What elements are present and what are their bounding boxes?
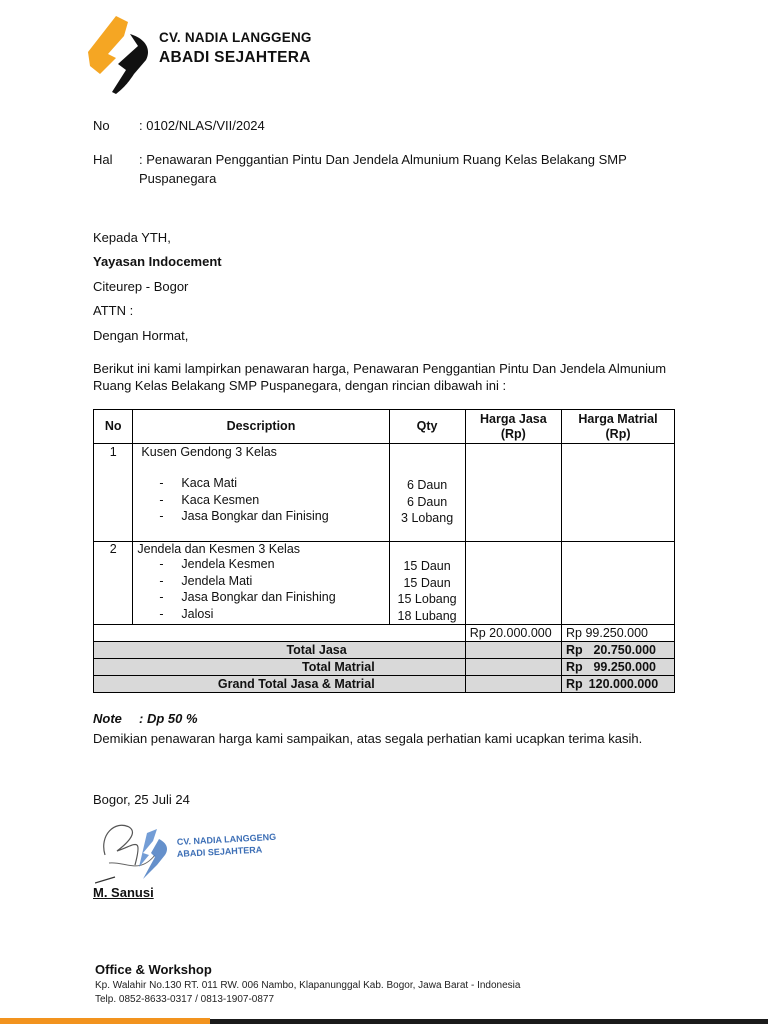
item-title: Jendela dan Kesmen 3 Kelas [137,542,301,556]
item-harga-jasa [465,542,561,625]
intro-paragraph: Berikut ini kami lampirkan penawaran harga, Penawaran Penggantian Pintu Dan Jendela Almunium Ruang Kelas Belakang SMP Puspanegara, dengan rincian dibawah ini : [93,361,667,393]
note-label: Note [93,711,122,726]
note-value: : Dp 50 % [139,711,198,726]
footer-phone: Telp. 0852-8633-0317 / 0813-1907-0877 [95,994,275,1005]
header-harga-matrial-unit: (Rp) [605,426,631,441]
item-harga-matrial [562,444,675,542]
no-label: No [93,118,110,133]
footer-orange-bar [0,1018,210,1024]
recipient-city: Citeurep - Bogor [93,279,189,294]
dash: - [159,492,164,507]
subtotal-matrial: Rp 99.250.000 [562,625,675,642]
hal-label: Hal [93,152,113,167]
header-harga-matrial-label: Harga Matrial [578,411,658,426]
grand-total-label: Grand Total Jasa & Matrial [94,676,466,693]
recipient-name: Yayasan Indocement [93,254,222,269]
header-harga-matrial [562,410,675,444]
no-value: : 0102/NLAS/VII/2024 [139,118,265,133]
recipient-kepada: Kepada YTH, [93,230,171,245]
dash: - [159,476,164,490]
table-header-row [94,410,675,444]
item-no: 2 [94,542,133,625]
dash: - [159,606,164,621]
header-qty: Qty [389,410,465,444]
sub-item: - Jendela Mati [137,573,384,590]
hal-value-line1: : Penawaran Penggantian Pintu Dan Jendela Almunium Ruang Kelas Belakang SMP [139,152,627,167]
item-description [133,444,389,542]
sub-item: - Kaca Kesmen [137,492,384,509]
sub-item: - Jalosi [137,606,384,623]
recipient-attn: ATTN : [93,303,134,318]
item-harga-jasa [465,444,561,542]
subtotal-row [94,625,675,642]
dash: - [159,590,164,604]
item-title: Kusen Gendong 3 Kelas [141,445,277,459]
item-no: 1 [94,444,133,542]
company-name [159,30,312,67]
salutation: Dengan Hormat, [93,328,189,343]
footer-black-bar [210,1019,768,1024]
hal-value-line2: Puspanegara [139,171,217,186]
total-jasa-amount: Rp 20.750.000 [562,642,675,659]
sub-item: - Jendela Kesmen [137,556,384,573]
note [93,711,198,726]
closing-sentence: Demikian penawaran harga kami sampaikan, atas segala perhatian kami ucapkan terima kasih. [93,731,643,746]
item-qty: 6 Daun 6 Daun 3 Lobang [389,444,465,542]
item-qty: 15 Daun 15 Daun 15 Lobang 18 Lubang [389,542,465,625]
dash: - [159,557,164,571]
total-matrial-row [94,659,675,676]
company-logo-icon [86,14,158,96]
total-jasa-label: Total Jasa [94,642,466,659]
place-date: Bogor, 25 Juli 24 [93,792,190,807]
total-matrial-amount: Rp 99.250.000 [562,659,675,676]
table-row [94,542,675,625]
header-harga-jasa [465,410,561,444]
dash: - [159,509,164,523]
header-no: No [94,410,133,444]
footer-title: Office & Workshop [95,962,212,977]
signer-name: M. Sanusi [93,885,154,900]
sub-item: - Jasa Bongkar dan Finising [137,508,384,525]
total-jasa-row [94,642,675,659]
offer-table [93,409,675,693]
table-row [94,444,675,542]
subtotal-jasa: Rp 20.000.000 [465,625,561,642]
footer-address: Kp. Walahir No.130 RT. 011 RW. 006 Nambo, Klapanunggal Kab. Bogor, Jawa Barat - Indonesia [95,980,521,991]
grand-total-amount: Rp 120.000.000 [562,676,675,693]
dash: - [159,573,164,588]
sub-item: - Jasa Bongkar dan Finishing [137,589,384,606]
signature-stamp [95,815,295,885]
company-name-line2: ABADI SEJAHTERA [159,49,311,66]
item-harga-matrial [562,542,675,625]
company-name-line1: CV. NADIA LANGGENG [159,30,312,45]
stamp-line2: ABADI SEJAHTERA [176,844,263,859]
hal-value [139,150,679,188]
header-harga-jasa-unit: (Rp) [500,426,526,441]
stamp-line1: CV. NADIA LANGGENG [176,831,277,847]
grand-total-row [94,676,675,693]
sub-item: - Kaca Mati [137,475,384,492]
header-description: Description [133,410,389,444]
item-description [133,542,389,625]
total-matrial-label: Total Matrial [94,659,466,676]
letter-number [93,118,265,133]
header-harga-jasa-label: Harga Jasa [479,411,547,426]
